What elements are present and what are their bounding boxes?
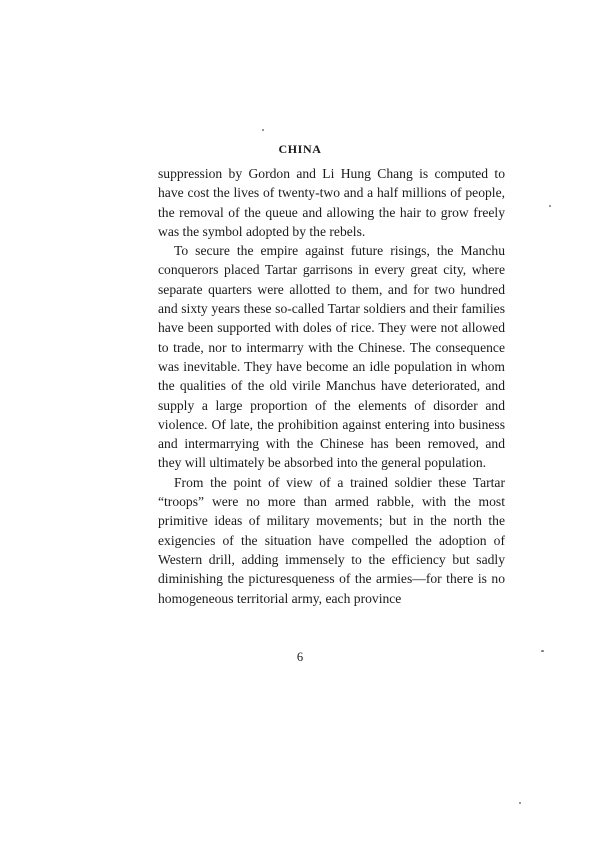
scan-speck	[262, 129, 264, 131]
paragraph-tartar-garrisons: To secure the empire against future risings, the Manchu conquerors placed Tartar garrisons in every great city, where separate quarters were allotted to them, and for two hundred and sixty years these so-called Tartar soldiers and their families have been supported with doles of rice. They were not allowed to trade, nor to intermarry with the Chinese. The consequence was inevitable. They have become an idle population in whom the qualities of the old virile Manchus have deteriorated, and supply a large proportion of the elements of disorder and violence. Of late, the prohibition against entering into business and intermarrying with the Chinese has been removed, and they will ultimately be absorbed into the general population.	[158, 243, 505, 471]
running-head: CHINA	[278, 142, 322, 156]
paragraph-continued: suppression by Gordon and Li Hung Chang is computed to have cost the lives of twenty-two and a half millions of people, the removal of the queue and allowing the hair to grow freely was the symbol adopted by the rebels.	[158, 166, 505, 239]
scan-speck	[549, 205, 551, 207]
paragraph-tartar-troops: From the point of view of a trained soldier these Tartar “troops” were no more than armed rabble, with the most primitive ideas of military movements; but in the north the exigencies of the situation have compelled the adoption of Western drill, adding immensely to the efficiency but sadly diminishing the picturesqueness of the armies—for there is no homogeneous territorial army, each province	[158, 474, 505, 606]
scan-speck	[519, 802, 521, 804]
scan-speck	[541, 650, 544, 652]
body-text	[158, 164, 505, 608]
page-number: 6	[296, 650, 304, 664]
